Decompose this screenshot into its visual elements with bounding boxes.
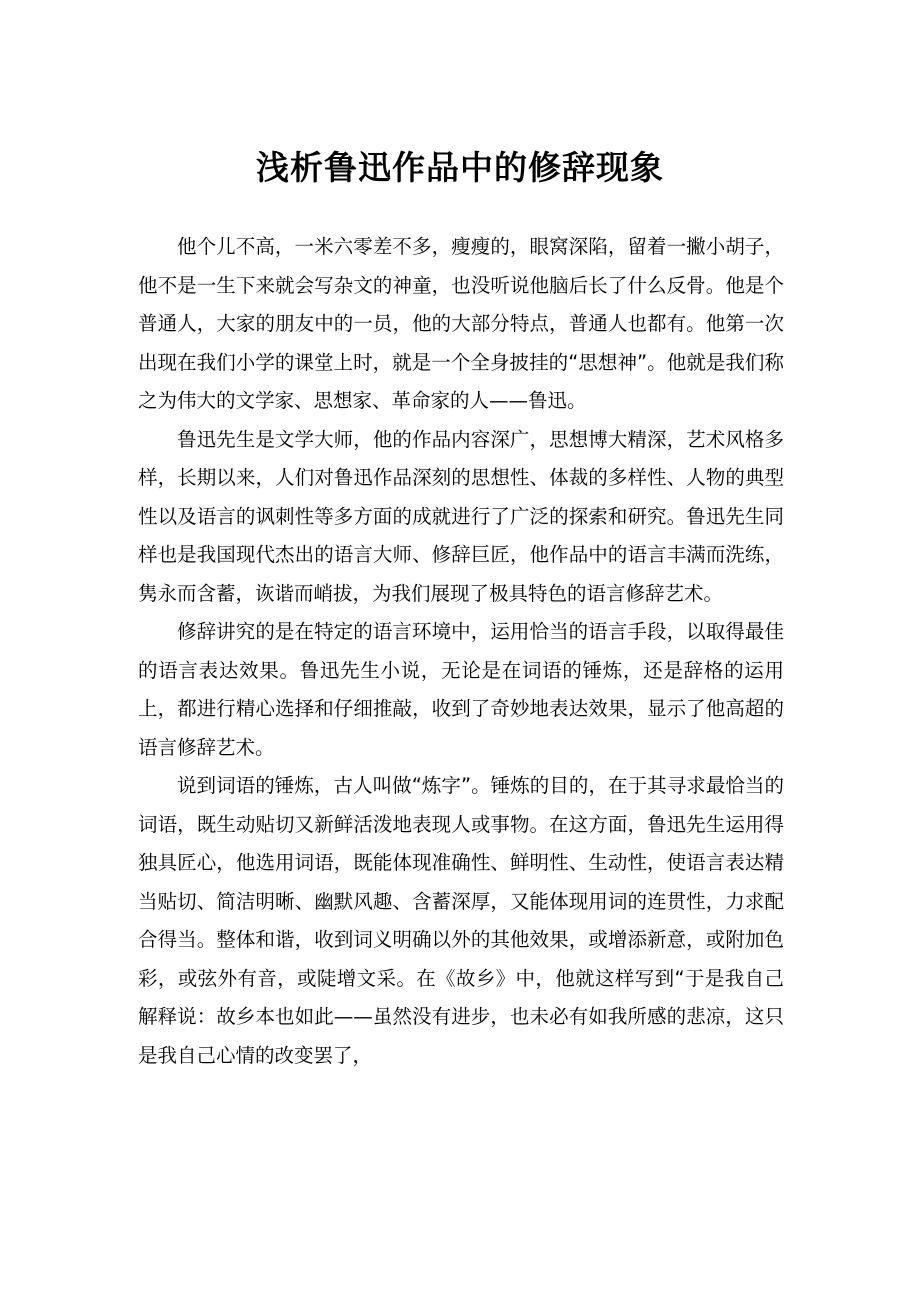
document-body [138, 228, 784, 1075]
paragraph-2: 鲁迅先生是文学大师，他的作品内容深广，思想博大精深，艺术风格多样，长期以来，人们对鲁迅作品深刻的思想性、体裁的多样性、人物的典型性以及语言的讽刺性等多方面的成就进行了广泛的探索和研究。鲁迅先生同样也是我国现代杰出的语言大师、修辞巨匠，他作品中的语言丰满而洗练，隽永而含蓄，诙谐而峭拔，为我们展现了极具特色的语言修辞艺术。 [138, 427, 784, 605]
document-title: 浅析鲁迅作品中的修辞现象 [256, 148, 664, 187]
paragraph-4: 说到词语的锤炼，古人叫做“炼字”。锤炼的目的，在于其寻求最恰当的词语，既生动贴切又新鲜活泼地表现人或事物。在这方面，鲁迅先生运用得独具匠心，他选用词语，既能体现准确性、鲜明性、生动性，使语言表达精当贴切、简洁明晰、幽默风趣、含蓄深厚，又能体现用词的连贯性，力求配合得当。整体和谐，收到词义明确以外的其他效果，或增添新意，或附加色彩，或弦外有音，或陡增文采。在《故乡》中，他就这样写到“于是我自己解释说：故乡本也如此——虽然没有进步，也未必有如我所感的悲凉，这只是我自己心情的改变罢了， [138, 774, 784, 1067]
paragraph-3: 修辞讲究的是在特定的语言环境中，运用恰当的语言手段，以取得最佳的语言表达效果。鲁迅先生小说，无论是在词语的锤炼，还是辞格的运用上，都进行精心选择和仔细推敲，收到了奇妙地表达效果，显示了他高超的语言修辞艺术。 [138, 620, 784, 759]
paragraph-1: 他个儿不高，一米六零差不多，瘦瘦的，眼窝深陷，留着一撇小胡子，他不是一生下来就会写杂文的神童，也没听说他脑后长了什么反骨。他是个普通人，大家的朋友中的一员，他的大部分特点，普通人也都有。他第一次出现在我们小学的课堂上时，就是一个全身披挂的“思想神”。他就是我们称之为伟大的文学家、思想家、革命家的人——鲁迅。 [138, 235, 784, 412]
